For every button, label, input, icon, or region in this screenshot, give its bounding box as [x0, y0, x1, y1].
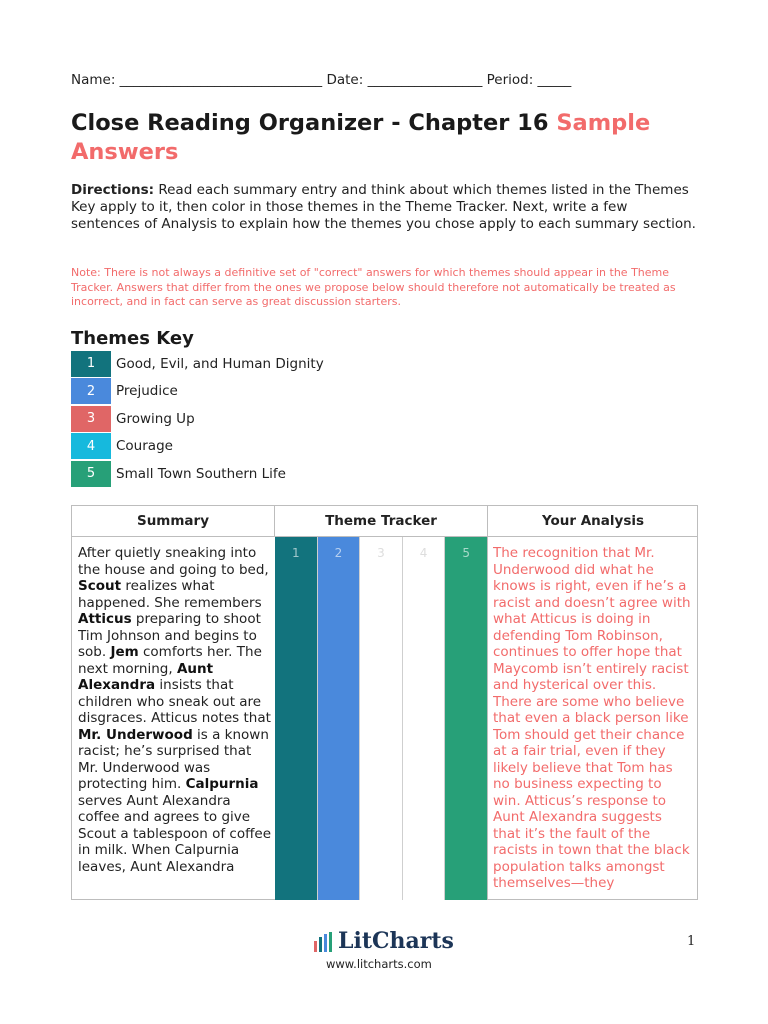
title-accent: Sample Answers [71, 110, 651, 165]
directions-text: Read each summary entry and think about which themes listed in the Themes Key apply to it, then color in those themes in the Theme Tracker. Next, write a few sentences of Analysis to explain how the themes you chose apply to each summary section. [71, 182, 696, 232]
theme-number: 2 [71, 378, 111, 404]
theme-key-item [71, 378, 471, 406]
summary-character-name: Calpurnia [185, 776, 259, 792]
summary-text: comforts her. The next morning, [78, 644, 262, 677]
page-number: 1 [687, 934, 696, 949]
theme-tracker-table [71, 505, 698, 900]
summary-text: serves Aunt Alexandra coffee and agrees to give Scout a tablespoon of coffee in milk. When Calpurnia leaves, Aunt Alexandra [78, 792, 272, 875]
theme-number: 5 [71, 461, 111, 487]
themes-key-heading: Themes Key [71, 328, 194, 349]
logo-bars-icon [314, 932, 332, 952]
name-date-period-line: Name: ______________________________ Date: _________________ Period: _____ [71, 72, 572, 88]
theme-tracker-column[interactable] [318, 537, 361, 900]
logo-text: LitCharts [338, 928, 454, 954]
analysis-header: Your Analysis [488, 506, 698, 537]
directions-label: Directions: [71, 182, 155, 198]
page-title [71, 109, 711, 167]
summary-character-name: Scout [78, 578, 122, 594]
theme-label: Small Town Southern Life [116, 465, 286, 482]
summary-character-name: Atticus [78, 611, 132, 627]
theme-number: 4 [71, 433, 111, 459]
theme-key-item [71, 433, 471, 461]
theme-tracker-number: 4 [419, 546, 428, 560]
theme-number: 3 [71, 406, 111, 432]
logo-bar [329, 932, 332, 952]
summary-text: After quietly sneaking into the house and going to bed, [78, 545, 269, 578]
theme-tracker-number: 5 [462, 546, 470, 560]
theme-key-item [71, 350, 471, 378]
theme-tracker-column[interactable] [445, 537, 487, 900]
theme-label: Prejudice [116, 383, 178, 400]
summary-text: insists that children who sneak out are disgraces. Atticus notes that [78, 677, 271, 726]
summary-character-name: Mr. Underwood [78, 726, 193, 743]
themes-key-list [71, 350, 471, 488]
summary-character-name: Aunt Alexandra [78, 660, 214, 693]
theme-tracker-column[interactable] [360, 537, 403, 900]
theme-key-item [71, 460, 471, 488]
logo-bar [319, 937, 322, 952]
theme-label: Good, Evil, and Human Dignity [116, 355, 324, 372]
summary-cell [78, 545, 272, 895]
summary-header: Summary [72, 506, 275, 537]
summary-text: realizes what happened. She remembers [78, 578, 262, 611]
theme-number: 1 [71, 351, 111, 377]
theme-key-item [71, 405, 471, 433]
summary-text: is a known racist; he’s surprised that Mr. Underwood was protecting him. [78, 726, 269, 792]
logo-bar [324, 934, 327, 952]
theme-tracker-column[interactable] [403, 537, 446, 900]
analysis-cell: The recognition that Mr. Underwood did what he knows is right, even if he’s a racist and doesn’t agree with what Atticus is doing in defending Tom Robinson, continues to offer hope that Maycomb isn’t entirely racist and hysterical over this. There are some who believe that even a black person like Tom should get their chance at a fair trial, even if they likely believe that Tom has no business expecting to win. Atticus’s response to Aunt Alexandra suggests that it’s the fault of the racists in town that the black population talks amongst themselves—they [493, 545, 691, 891]
footer-url[interactable]: www.litcharts.com [326, 957, 432, 971]
theme-tracker-number: 1 [291, 546, 300, 560]
theme-tracker-header: Theme Tracker [275, 506, 488, 537]
theme-label: Courage [116, 438, 173, 455]
note: Note: There is not always a definitive set of "correct" answers for which themes should appear in the Theme Tracker. Answers that differ from the ones we propose below should therefore not automatically be treated as incorrect, and in fact can serve as great discussion starters. [71, 266, 676, 308]
directions [71, 182, 697, 233]
theme-tracker-number: 2 [334, 546, 343, 560]
logo-bar [314, 941, 317, 952]
summary-character-name: Jem [110, 644, 139, 660]
theme-label: Growing Up [116, 410, 195, 427]
title-main: Close Reading Organizer - Chapter 16 [71, 110, 557, 136]
theme-tracker-column[interactable] [275, 537, 318, 900]
theme-tracker-columns [275, 537, 488, 900]
theme-tracker-number: 3 [377, 546, 385, 560]
summary-text: preparing to shoot Tim Johnson and begins to sob. [78, 611, 261, 660]
litcharts-logo [314, 930, 454, 952]
